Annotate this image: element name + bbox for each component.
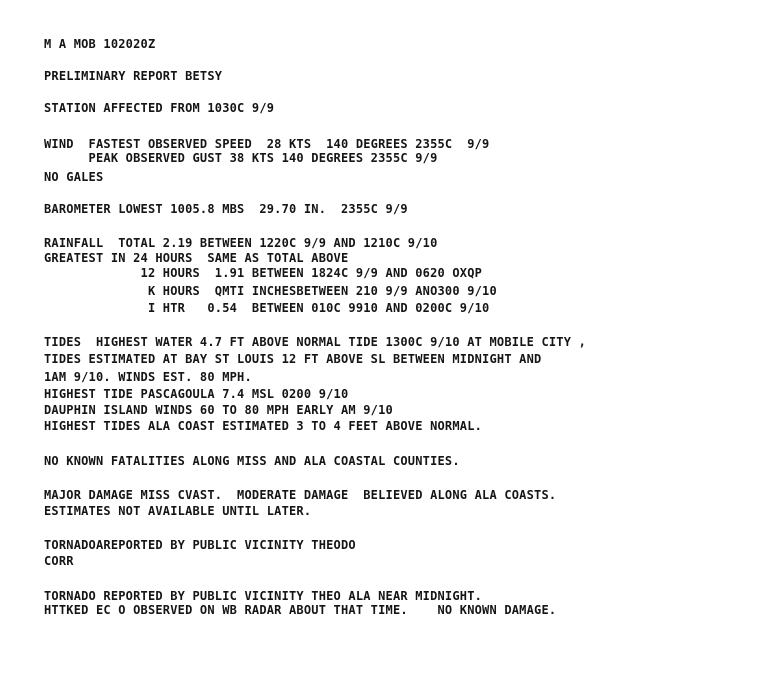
tides-line-2: TIDES ESTIMATED AT BAY ST LOUIS 12 FT ABOVE SL BETWEEN MIDNIGHT AND — [44, 352, 542, 366]
fatalities-line: NO KNOWN FATALITIES ALONG MISS AND ALA COASTAL COUNTIES. — [44, 454, 460, 468]
tornado-garbled-line-1: TORNADOAREPORTED BY PUBLIC VICINITY THEODO — [44, 538, 356, 552]
report-title: PRELIMINARY REPORT BETSY — [44, 69, 223, 83]
station-affected: STATION AFFECTED FROM 1030C 9/9 — [44, 101, 275, 115]
rainfall-line-5: I HTR 0.54 BETWEEN 010C 9910 AND 0200C 9/10 — [44, 301, 490, 315]
rainfall-line-1: RAINFALL TOTAL 2.19 BETWEEN 1220C 9/9 AND 1210C 9/10 — [44, 236, 438, 250]
tornado-line-2: HTTKED EC O OBSERVED ON WB RADAR ABOUT THAT TIME. NO KNOWN DAMAGE. — [44, 603, 557, 617]
tornado-garbled-line-2: CORR — [44, 554, 74, 568]
tides-line-3: 1AM 9/10. WINDS EST. 80 MPH. — [44, 370, 252, 384]
wind-line-3: NO GALES — [44, 170, 104, 184]
damage-line-1: MAJOR DAMAGE MISS CVAST. MODERATE DAMAGE BELIEVED ALONG ALA COASTS. — [44, 488, 557, 502]
wind-line-2: PEAK OBSERVED GUST 38 KTS 140 DEGREES 2355C 9/9 — [44, 151, 438, 165]
tides-line-5: DAUPHIN ISLAND WINDS 60 TO 80 MPH EARLY AM 9/10 — [44, 403, 393, 417]
tides-line-6: HIGHEST TIDES ALA COAST ESTIMATED 3 TO 4 FEET ABOVE NORMAL. — [44, 419, 483, 433]
tides-line-1: TIDES HIGHEST WATER 4.7 FT ABOVE NORMAL TIDE 1300C 9/10 AT MOBILE CITY , — [44, 335, 586, 349]
rainfall-line-2: GREATEST IN 24 HOURS SAME AS TOTAL ABOVE — [44, 251, 349, 265]
rainfall-line-3: 12 HOURS 1.91 BETWEEN 1824C 9/9 AND 0620 OXQP — [44, 266, 483, 280]
barometer-line: BAROMETER LOWEST 1005.8 MBS 29.70 IN. 2355C 9/9 — [44, 202, 408, 216]
tides-line-4: HIGHEST TIDE PASCAGOULA 7.4 MSL 0200 9/10 — [44, 387, 349, 401]
tornado-line-1: TORNADO REPORTED BY PUBLIC VICINITY THEO ALA NEAR MIDNIGHT. — [44, 589, 483, 603]
report-header: M A MOB 102020Z — [44, 37, 156, 51]
damage-line-2: ESTIMATES NOT AVAILABLE UNTIL LATER. — [44, 504, 312, 518]
rainfall-line-4: K HOURS QMTI INCHESBETWEEN 210 9/9 ANO300 9/10 — [44, 284, 497, 298]
wind-line-1: WIND FASTEST OBSERVED SPEED 28 KTS 140 DEGREES 2355C 9/9 — [44, 137, 490, 151]
